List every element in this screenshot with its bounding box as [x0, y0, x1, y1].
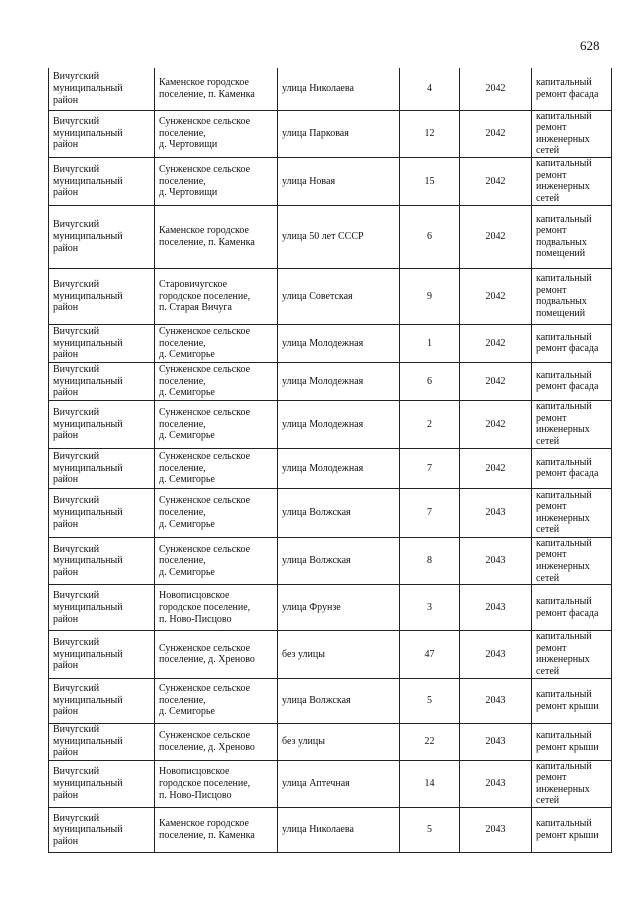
repair-schedule-table — [48, 68, 612, 853]
year-cell: 2042 — [460, 400, 532, 448]
house-number-cell: 47 — [400, 631, 460, 678]
settlement-cell: Сунженское сельское поселение, д. Семигорье — [155, 678, 278, 723]
street-cell: улица Аптечная — [278, 760, 400, 807]
district-cell: Вичугский муниципальный район — [49, 157, 155, 205]
year-cell: 2042 — [460, 110, 532, 157]
district-cell: Вичугский муниципальный район — [49, 362, 155, 400]
work-type-cell: капитальный ремонт фасада — [532, 362, 612, 400]
house-number-cell: 12 — [400, 110, 460, 157]
work-type-cell: капитальный ремонт инженерных сетей — [532, 760, 612, 807]
settlement-cell: Сунженское сельское поселение, д. Семигорье — [155, 324, 278, 362]
house-number-cell: 8 — [400, 537, 460, 584]
district-cell: Вичугский муниципальный район — [49, 448, 155, 488]
settlement-cell: Сунженское сельское поселение, д. Хреново — [155, 723, 278, 760]
settlement-cell: Каменское городское поселение, п. Каменка — [155, 68, 278, 110]
street-cell: улица Волжская — [278, 488, 400, 537]
work-type-cell: капитальный ремонт инженерных сетей — [532, 631, 612, 678]
district-cell: Вичугский муниципальный район — [49, 760, 155, 807]
table-row — [49, 808, 612, 853]
work-type-cell: капитальный ремонт инженерных сетей — [532, 110, 612, 157]
year-cell: 2043 — [460, 678, 532, 723]
settlement-cell: Каменское городское поселение, п. Каменка — [155, 808, 278, 853]
year-cell: 2043 — [460, 631, 532, 678]
year-cell: 2042 — [460, 268, 532, 324]
house-number-cell: 6 — [400, 362, 460, 400]
settlement-cell: Старовичугское городское поселение, п. Старая Вичуга — [155, 268, 278, 324]
street-cell: улица Молодежная — [278, 448, 400, 488]
year-cell: 2042 — [460, 324, 532, 362]
district-cell: Вичугский муниципальный район — [49, 400, 155, 448]
table-row — [49, 68, 612, 110]
district-cell: Вичугский муниципальный район — [49, 324, 155, 362]
settlement-cell: Сунженское сельское поселение, д. Семигорье — [155, 537, 278, 584]
street-cell: улица Молодежная — [278, 324, 400, 362]
street-cell: без улицы — [278, 631, 400, 678]
settlement-cell: Сунженское сельское поселение, д. Хреново — [155, 631, 278, 678]
year-cell: 2043 — [460, 723, 532, 760]
table-row — [49, 678, 612, 723]
street-cell: улица 50 лет СССР — [278, 205, 400, 268]
district-cell: Вичугский муниципальный район — [49, 268, 155, 324]
table-row — [49, 157, 612, 205]
house-number-cell: 2 — [400, 400, 460, 448]
settlement-cell: Сунженское сельское поселение, д. Чертовищи — [155, 110, 278, 157]
work-type-cell: капитальный ремонт инженерных сетей — [532, 537, 612, 584]
street-cell: улица Молодежная — [278, 400, 400, 448]
table-row — [49, 448, 612, 488]
street-cell: улица Николаева — [278, 808, 400, 853]
district-cell: Вичугский муниципальный район — [49, 631, 155, 678]
house-number-cell: 3 — [400, 585, 460, 631]
table-row — [49, 537, 612, 584]
table-body — [49, 68, 612, 853]
work-type-cell: капитальный ремонт подвальных помещений — [532, 268, 612, 324]
house-number-cell: 4 — [400, 68, 460, 110]
year-cell: 2043 — [460, 808, 532, 853]
house-number-cell: 22 — [400, 723, 460, 760]
year-cell: 2043 — [460, 760, 532, 807]
street-cell: улица Парковая — [278, 110, 400, 157]
work-type-cell: капитальный ремонт фасада — [532, 324, 612, 362]
settlement-cell: Сунженское сельское поселение, д. Семигорье — [155, 488, 278, 537]
table-row — [49, 110, 612, 157]
year-cell: 2042 — [460, 68, 532, 110]
street-cell: улица Советская — [278, 268, 400, 324]
work-type-cell: капитальный ремонт крыши — [532, 808, 612, 853]
house-number-cell: 15 — [400, 157, 460, 205]
street-cell: улица Волжская — [278, 678, 400, 723]
street-cell: улица Фрунзе — [278, 585, 400, 631]
work-type-cell: капитальный ремонт крыши — [532, 723, 612, 760]
settlement-cell: Новописцовское городское поселение, п. Ново-Писцово — [155, 760, 278, 807]
table-row — [49, 205, 612, 268]
house-number-cell: 5 — [400, 808, 460, 853]
district-cell: Вичугский муниципальный район — [49, 205, 155, 268]
page-number: 628 — [580, 38, 600, 53]
year-cell: 2043 — [460, 488, 532, 537]
year-cell: 2042 — [460, 362, 532, 400]
house-number-cell: 7 — [400, 488, 460, 537]
street-cell: улица Волжская — [278, 537, 400, 584]
house-number-cell: 14 — [400, 760, 460, 807]
work-type-cell: капитальный ремонт инженерных сетей — [532, 400, 612, 448]
year-cell: 2042 — [460, 205, 532, 268]
settlement-cell: Сунженское сельское поселение, д. Семигорье — [155, 400, 278, 448]
work-type-cell: капитальный ремонт подвальных помещений — [532, 205, 612, 268]
district-cell: Вичугский муниципальный район — [49, 68, 155, 110]
settlement-cell: Сунженское сельское поселение, д. Семигорье — [155, 448, 278, 488]
table-row — [49, 488, 612, 537]
house-number-cell: 9 — [400, 268, 460, 324]
house-number-cell: 6 — [400, 205, 460, 268]
work-type-cell: капитальный ремонт фасада — [532, 585, 612, 631]
settlement-cell: Сунженское сельское поселение, д. Чертовищи — [155, 157, 278, 205]
year-cell: 2043 — [460, 537, 532, 584]
street-cell: улица Новая — [278, 157, 400, 205]
district-cell: Вичугский муниципальный район — [49, 110, 155, 157]
district-cell: Вичугский муниципальный район — [49, 808, 155, 853]
house-number-cell: 7 — [400, 448, 460, 488]
house-number-cell: 5 — [400, 678, 460, 723]
work-type-cell: капитальный ремонт фасада — [532, 68, 612, 110]
house-number-cell: 1 — [400, 324, 460, 362]
work-type-cell: капитальный ремонт фасада — [532, 448, 612, 488]
table-row — [49, 324, 612, 362]
year-cell: 2042 — [460, 157, 532, 205]
settlement-cell: Новописцовское городское поселение, п. Ново-Писцово — [155, 585, 278, 631]
table-row — [49, 631, 612, 678]
street-cell: улица Николаева — [278, 68, 400, 110]
district-cell: Вичугский муниципальный район — [49, 537, 155, 584]
table-row — [49, 723, 612, 760]
street-cell: улица Молодежная — [278, 362, 400, 400]
year-cell: 2042 — [460, 448, 532, 488]
table-row — [49, 585, 612, 631]
street-cell: без улицы — [278, 723, 400, 760]
district-cell: Вичугский муниципальный район — [49, 585, 155, 631]
work-type-cell: капитальный ремонт крыши — [532, 678, 612, 723]
year-cell: 2043 — [460, 585, 532, 631]
work-type-cell: капитальный ремонт инженерных сетей — [532, 157, 612, 205]
settlement-cell: Каменское городское поселение, п. Каменка — [155, 205, 278, 268]
district-cell: Вичугский муниципальный район — [49, 678, 155, 723]
table-row — [49, 400, 612, 448]
district-cell: Вичугский муниципальный район — [49, 488, 155, 537]
work-type-cell: капитальный ремонт инженерных сетей — [532, 488, 612, 537]
table-row — [49, 760, 612, 807]
table-row — [49, 268, 612, 324]
district-cell: Вичугский муниципальный район — [49, 723, 155, 760]
settlement-cell: Сунженское сельское поселение, д. Семигорье — [155, 362, 278, 400]
table-row — [49, 362, 612, 400]
